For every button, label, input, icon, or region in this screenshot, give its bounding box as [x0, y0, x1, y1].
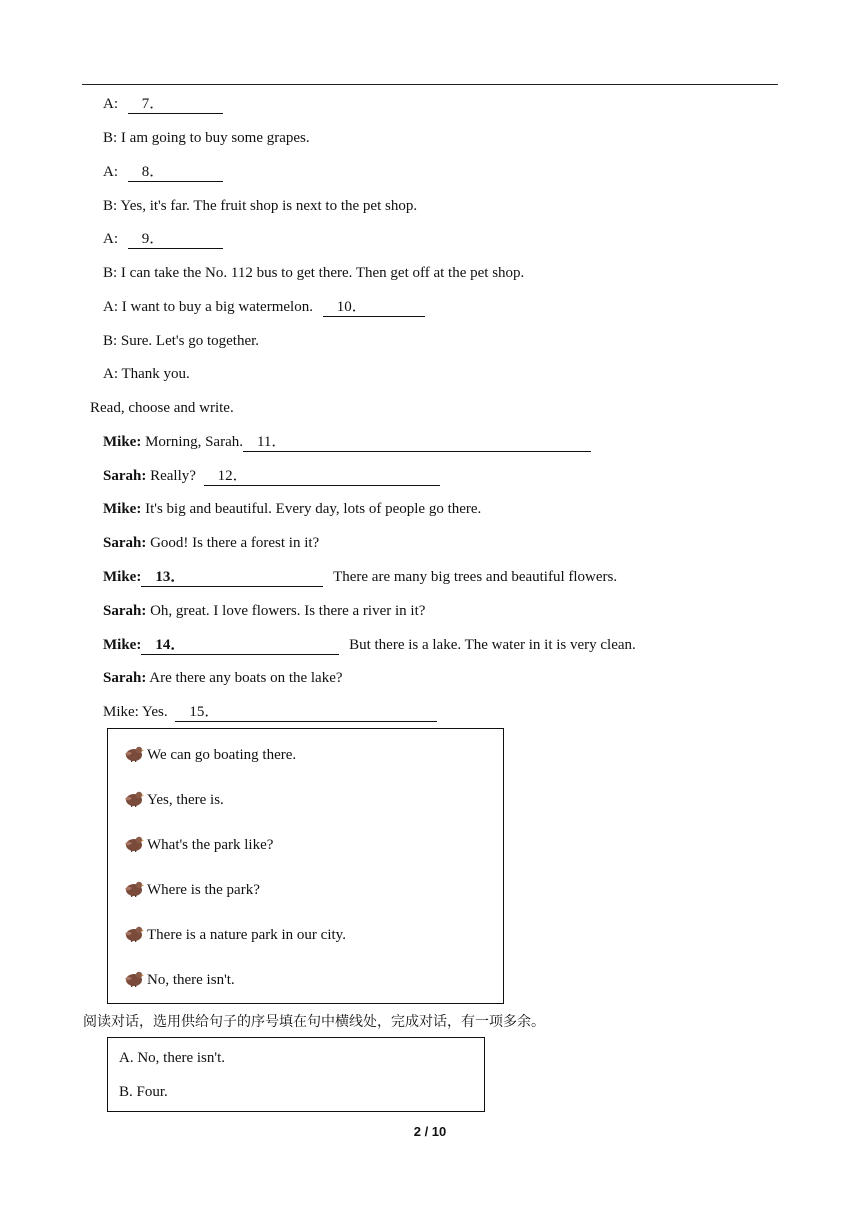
dialogue-line: Mike: 14． But there is a lake. The water in it is very clean. — [103, 637, 636, 653]
dialogue-line: Sarah: Are there any boats on the lake? — [103, 670, 343, 686]
bird-icon — [122, 744, 144, 762]
answer-blank-13[interactable]: 13． — [141, 569, 323, 587]
option-item: No, there isn't. — [122, 969, 235, 990]
dialogue-line: Mike: Morning, Sarah. 11． — [103, 432, 591, 452]
dialogue-line: Mike: It's big and beautiful. Every day, lots of people go there. — [103, 501, 482, 517]
option-item: What's the park like? — [122, 834, 273, 855]
option-box — [107, 1037, 485, 1112]
answer-blank-14[interactable]: 14． — [141, 637, 339, 655]
bird-icon — [122, 834, 144, 852]
bird-icon — [122, 879, 144, 897]
page-number: 2 / 10 — [413, 1124, 447, 1139]
dialogue-line: Sarah: Really? 12． — [103, 466, 440, 486]
dialogue-line: A: 7． — [103, 94, 223, 114]
option-item: Where is the park? — [122, 879, 260, 900]
dialogue-line: A: 8． — [103, 162, 223, 182]
option-item: There is a nature park in our city. — [122, 924, 346, 945]
option-item: A. No, there isn't. — [119, 1050, 226, 1066]
answer-blank-9[interactable]: 9． — [128, 231, 223, 249]
dialogue-line: A: 9． — [103, 229, 223, 249]
option-item: B. Four. — [119, 1084, 168, 1100]
bird-icon — [122, 789, 144, 807]
section-heading: Read, choose and write. — [90, 400, 234, 416]
bird-icon — [122, 924, 144, 942]
answer-blank-12[interactable]: 12． — [204, 468, 440, 486]
dialogue-line: Sarah: Good! Is there a forest in it? — [103, 535, 320, 551]
answer-blank-11[interactable]: 11． — [243, 434, 591, 452]
dialogue-line: B: Yes, it's far. The fruit shop is next to the pet shop. — [103, 198, 418, 214]
option-item: We can go boating there. — [122, 744, 296, 765]
dialogue-line: B: I can take the No. 112 bus to get there. Then get off at the pet shop. — [103, 265, 525, 281]
dialogue-line: B: Sure. Let's go together. — [103, 333, 260, 349]
dialogue-line: Sarah: Oh, great. I love flowers. Is there a river in it? — [103, 603, 426, 619]
header-rule — [82, 84, 778, 85]
answer-blank-15[interactable]: 15． — [175, 704, 437, 722]
bird-icon — [122, 969, 144, 987]
answer-blank-7[interactable]: 7． — [128, 96, 223, 114]
answer-blank-10[interactable]: 10． — [323, 299, 425, 317]
answer-blank-8[interactable]: 8． — [128, 164, 223, 182]
dialogue-line: B: I am going to buy some grapes. — [103, 130, 310, 146]
option-box — [107, 728, 504, 1004]
dialogue-line: A: I want to buy a big watermelon. 10． — [103, 297, 425, 317]
option-item: Yes, there is. — [122, 789, 224, 810]
dialogue-line: Mike: Yes. 15． — [103, 702, 437, 722]
section-instruction: 阅读对话，选用供给句子的序号填在句中横线处，完成对话，有一项多余。 — [83, 1014, 545, 1030]
dialogue-line: Mike: 13． There are many big trees and beautiful flowers. — [103, 569, 618, 585]
dialogue-line: A: Thank you. — [103, 366, 190, 382]
